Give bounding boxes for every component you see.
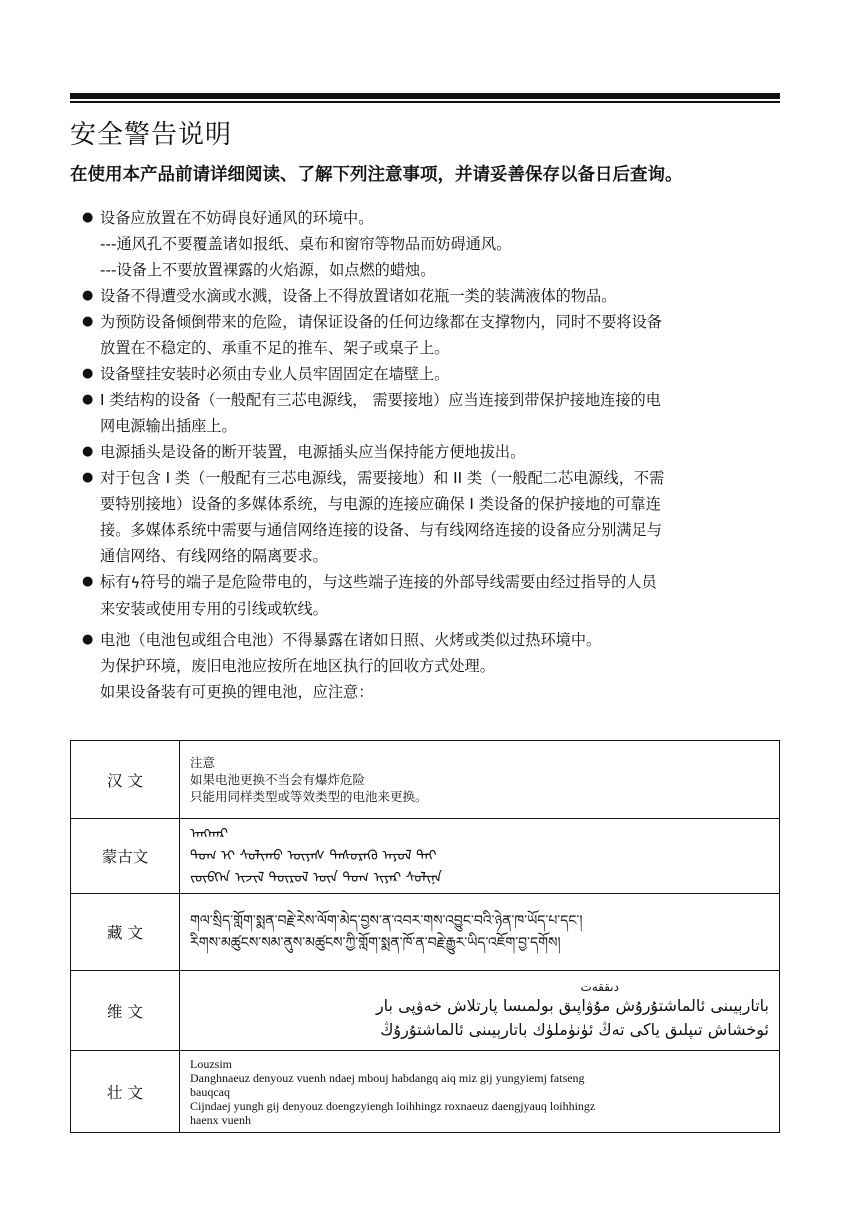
list-item-line: ---通风孔不要覆盖诸如报纸、桌布和窗帘等物品而妨碍通风。: [100, 235, 512, 253]
list-item: [82, 361, 784, 387]
warning-line: Danghnaeuz denyouz vuenh ndaej mbouj habdangq aiq miz gij yungyiemj fatseng: [190, 1070, 585, 1085]
warning-line: ᠠᠩᠬᠠᠷ: [190, 826, 228, 842]
list-item-marked-terminal: [82, 569, 784, 622]
list-item: [82, 283, 784, 309]
warning-line: Louzsim: [190, 1056, 232, 1071]
warning-line: bauqcaq: [190, 1084, 230, 1099]
warning-line: ᠵᠥᠪᠬᠡᠨ ᠢᠵᠢᠯ ᠲᠥᠷᠥᠯ ᠦᠨ ᠲᠣᠭ ᠢᠶᠠᠷ ᠰᠣᠯᠢᠨᠠ: [190, 870, 443, 886]
list-item-line: 电池（电池包或组合电池）不得暴露在诸如日照、火烤或类似过热环境中。: [100, 631, 602, 649]
bullet-icon: ●: [82, 314, 94, 329]
header-rule-thin: [70, 101, 780, 103]
warning-cell: [180, 1051, 780, 1133]
list-item-line: 设备应放置在不妨碍良好通风的环境中。: [100, 209, 374, 227]
warning-line: 如果电池更换不当会有爆炸危险: [190, 772, 366, 787]
warning-line: རིགས་མཚུངས་སམ་ནུས་མཚུངས་ཀྱི་གློག་སྨན་ཁོ་ན་བརྗེ་རྒྱུར་ཡིད་འཇོག་བྱ་དགོས།: [190, 935, 561, 951]
list-subitem: [82, 231, 784, 257]
warning-line: باتارېيىنى ئالماشتۇرۇش مۇۋاپىق بولمىسا پارتلاش خەۋپى بار: [375, 995, 769, 1015]
list-subitem: [82, 257, 784, 283]
list-item-line: 为预防设备倾倒带来的危险，请保证设备的任何边缘都在支撑物内，同时不要将设备: [100, 313, 662, 331]
warning-cell: [180, 894, 780, 971]
list-item-line: [100, 569, 784, 596]
warning-line: གལ་སྲིད་གློག་སྨན་བརྗེ་རེས་ལོག་མེད་བྱས་ན་འབར་གས་འབྱུང་བའི་ཉེན་ཁ་ཡོད་པ་དང་།: [190, 913, 583, 929]
bullet-icon: ●: [82, 210, 94, 225]
list-item-line: ---设备上不要放置裸露的火焰源，如点燃的蜡烛。: [100, 261, 436, 279]
instructions: [82, 205, 784, 705]
table-row-mongolian: [71, 819, 780, 894]
bullet-icon: ●: [82, 632, 94, 647]
marked-terminal-suffix: 符号的端子是危险带电的，与这些端子连接的外部导线需要由经过指导的人员: [140, 573, 657, 591]
list-item: [82, 387, 784, 439]
list-item-line: 接。多媒体系统中需要与通信网络连接的设备、与有线网络连接的设备应分别满足与: [100, 521, 662, 539]
warning-line: ᠲᠣᠭ ᠢ ᠰᠣᠯᠢᠬᠤ ᠦᠶᠡᠰ ᠲᠡᠰᠦᠷᠡᠬᠦ ᠠᠶᠤᠯ ᠲᠠᠢ: [190, 848, 437, 864]
page-subtitle: 在使用本产品前请详细阅读、了解下列注意事项，并请妥善保存以备日后查询。: [70, 165, 683, 185]
list-item-line: 来安装或使用专用的引线或软线。: [100, 600, 328, 618]
table-row-uyghur: [71, 971, 780, 1051]
list-item-line: 对于包含 I 类（一般配有三芯电源线，需要接地）和 II 类（一般配二芯电源线，不需: [100, 469, 665, 487]
list-item-line: 为保护环境，废旧电池应按所在地区执行的回收方式处理。: [100, 657, 495, 675]
language-cell: 蒙古文: [71, 819, 180, 894]
bullet-icon: ●: [82, 444, 94, 459]
warning-line: 注意: [190, 755, 216, 770]
list-item-line: I 类结构的设备（一般配有三芯电源线， 需要接地）应当连接到带保护接地连接的电: [100, 391, 661, 409]
list-item: [82, 439, 784, 465]
language-cell: 维 文: [71, 971, 180, 1051]
bullet-icon: ●: [82, 574, 94, 589]
list-item: [82, 205, 784, 231]
warning-line: haenx vuenh: [190, 1112, 251, 1127]
list-item-line: 网电源输出插座上。: [100, 417, 237, 435]
list-item-line: 电源插头是设备的断开装置，电源插头应当保持能方便地拔出。: [100, 443, 526, 461]
list-item-line: 要特别接地）设备的多媒体系统，与电源的连接应确保 I 类设备的保护接地的可靠连: [100, 495, 661, 513]
list-item-line: 如果设备装有可更换的锂电池，应注意：: [100, 683, 374, 701]
language-cell: 壮 文: [71, 1051, 180, 1133]
lightning-bolt-icon: ϟ: [130, 574, 141, 592]
list-item-line: 设备不得遭受水滴或水溅，设备上不得放置诸如花瓶一类的装满液体的物品。: [100, 287, 617, 305]
warning-line: 只能用同样类型或等效类型的电池来更换。: [190, 789, 428, 804]
table-row-zhuang: [71, 1051, 780, 1133]
list-item-line: 放置在不稳定的、承重不足的推车、架子或桌子上。: [100, 339, 450, 357]
warning-line: Cijndaej yungh gij denyouz doengzyiengh loihhingz roxnaeuz daengjyauq loihhingz: [190, 1098, 596, 1113]
page-title: 安全警告说明: [70, 120, 233, 150]
battery-warning-table: [70, 740, 780, 1133]
warning-cell: [180, 741, 780, 819]
table-row-tibetan: [71, 894, 780, 971]
bullet-icon: ●: [82, 366, 94, 381]
list-item-battery: [82, 627, 784, 705]
marked-terminal-prefix: 标有: [100, 573, 131, 591]
language-cell: 汉 文: [71, 741, 180, 819]
warning-cell: [180, 971, 780, 1051]
list-item-line: 通信网络、有线网络的隔离要求。: [100, 547, 328, 565]
warning-cell: [180, 819, 780, 894]
table-row-chinese: [71, 741, 780, 819]
warning-line: ئوخشاش تىپلىق ياكى تەڭ ئۈنۈملۈك باتارېيىنى ئالماشتۇرۇڭ: [380, 1019, 769, 1039]
bullet-icon: ●: [82, 288, 94, 303]
list-item: [82, 309, 784, 361]
warning-line: دىققەت: [580, 979, 619, 994]
list-item-line: 设备壁挂安装时必须由专业人员牢固固定在墙壁上。: [100, 365, 450, 383]
header-rule-thick: [70, 93, 780, 99]
bullet-icon: ●: [82, 392, 94, 407]
language-cell: 藏 文: [71, 894, 180, 971]
bullet-icon: ●: [82, 470, 94, 485]
bullet-list: [82, 205, 784, 569]
list-item: [82, 465, 784, 569]
